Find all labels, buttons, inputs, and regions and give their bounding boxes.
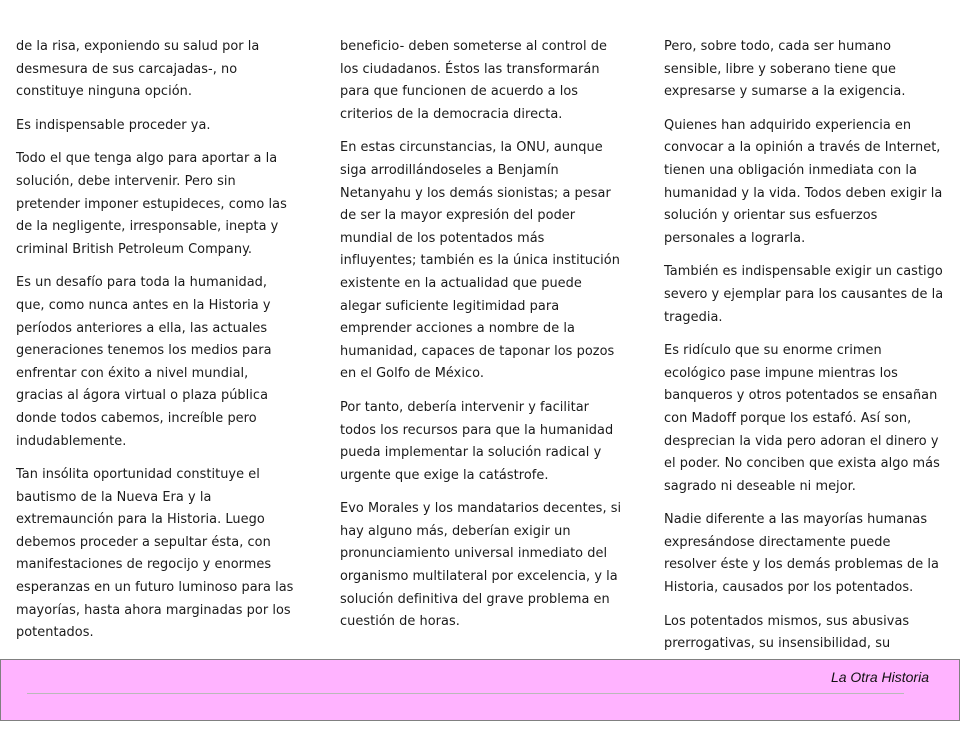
paragraph: Tan insólita oportunidad constituye el bautismo de la Nueva Era y la extremaunción para la Historia. Luego debemos proceder a sepultar ésta, con manifestaciones de regocijo y enormes esperanzas en un futuro luminoso para las mayorías, hasta ahora marginadas por los potentados. [16,467,294,641]
paragraph: Es indispensable proceder ya. [16,117,211,133]
paragraph: Quienes han adquirido experiencia en convocar a la opinión a través de Internet, tienen una obligación inmediata con la humanidad y la vida. Todos deben exigir la solución y orientar sus esfuerzos personales a lograrla. [664,117,943,246]
column-3 [664,36,946,689]
footer-divider [27,693,904,694]
paragraph: Los potentados mismos, sus abusivas prerrogativas, su insensibilidad, su [664,613,910,652]
paragraph: Pero, sobre todo, cada ser humano sensible, libre y soberano tiene que expresarse y sumarse a la exigencia. [664,39,906,100]
paragraph: Todo el que tenga algo para aportar a la solución, debe intervenir. Pero sin pretender imponer estupideces, como las de la negligente, irresponsable, inepta y criminal British Petroleum Company. [16,151,287,257]
paragraph: Nadie diferente a las mayorías humanas expresándose directamente puede resolver éste y los demás problemas de la Historia, causados por los potentados. [664,512,939,596]
footer-title: La Otra Historia [830,669,929,685]
paragraph: Evo Morales y los mandatarios decentes, si hay alguno más, deberían exigir un pronunciamiento universal inmediato del organismo multilateral por excelencia, y la solución definitiva del grave problema en cuestión de horas. [340,501,622,630]
paragraph: En estas circunstancias, la ONU, aunque siga arrodillándoseles a Benjamín Netanyahu y los demás sionistas; a pesar de ser la mayor expresión del poder mundial de los potentados más influyentes; también es la única institución existente en la actualidad que puede alegar suficiente legitimidad para emprender acciones a nombre de la humanidad, capaces de taponar los pozos en el Golfo de México. [340,140,620,382]
column-1 [16,36,296,735]
column-2 [340,36,624,645]
paragraph: Es ridículo que su enorme crimen ecológico pase impune mientras los banqueros y otros potentados se ensañan con Madoff porque los estafó. Así son, desprecian la vida pero adoran el dinero y el poder. No conciben que exista algo más sagrado ni deseable ni mejor. [664,343,940,494]
footer-bar [0,659,960,721]
paragraph: de la risa, exponiendo su salud por la desmesura de sus carcajadas-, no constituye ninguna opción. [16,39,260,100]
paragraph: beneficio- deben someterse al control de los ciudadanos. Éstos las transformarán para que funcionen de acuerdo a los criterios de la democracia directa. [340,39,607,122]
paragraph: Por tanto, debería intervenir y facilitar todos los recursos para que la humanidad pueda implementar la solución radical y urgente que exige la catástrofe. [340,399,614,483]
paragraph: También es indispensable exigir un castigo severo y ejemplar para los causantes de la tragedia. [664,264,944,325]
paragraph: Es un desafío para toda la humanidad, que, como nunca antes en la Historia y períodos anteriores a ella, las actuales generaciones tenemos los medios para enfrentar con éxito a nivel mundial, gracias al ágora virtual o plaza pública donde todos cabemos, increíble pero indudablemente. [16,275,272,449]
